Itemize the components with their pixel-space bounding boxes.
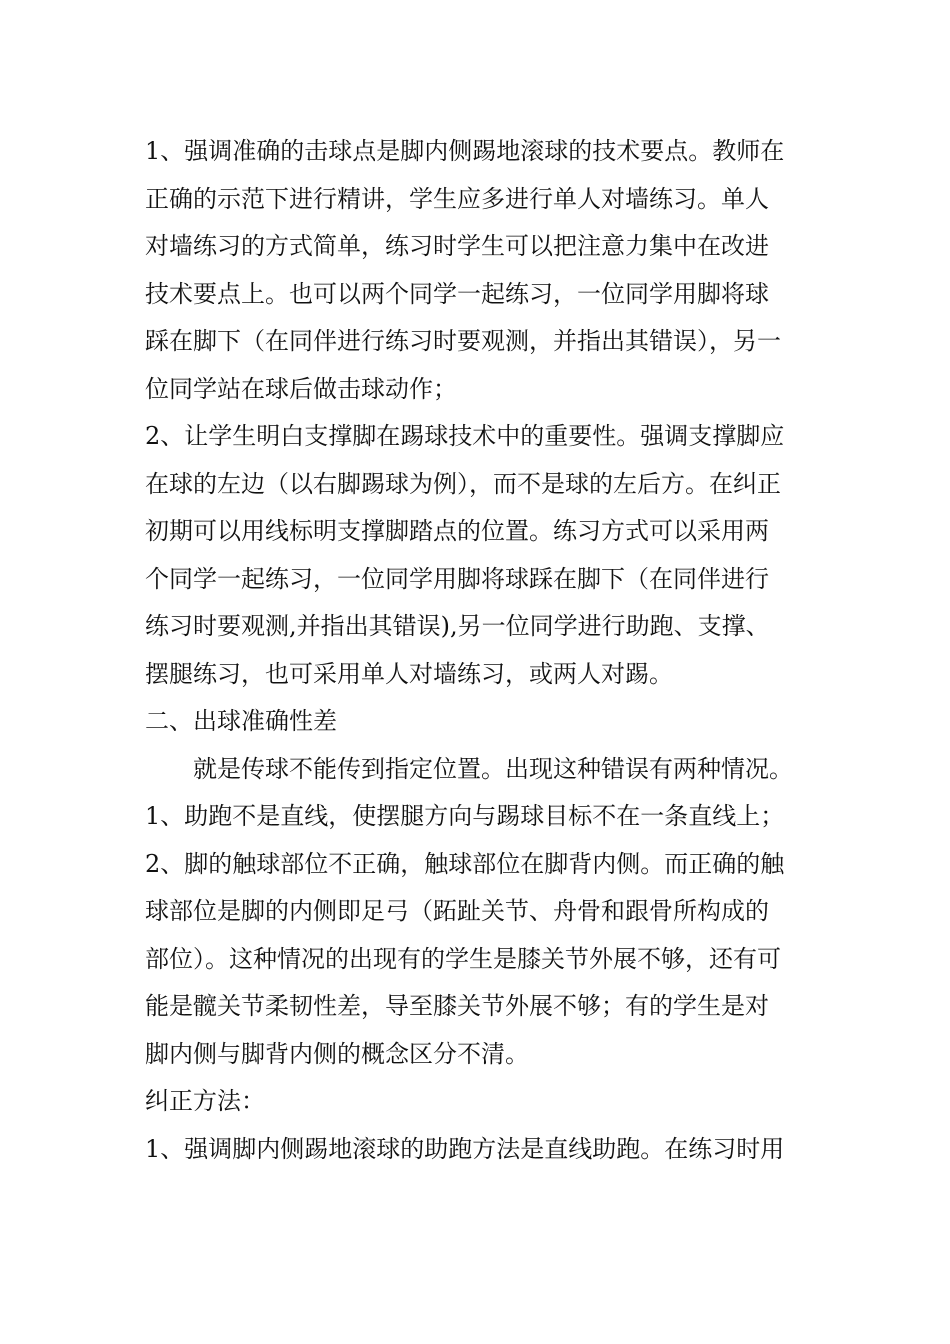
text-line-8: 在球的左边（以右脚踢球为例），而不是球的左后方。在纠正 [145,469,781,498]
text-line-5: 踩在脚下（在同伴进行练习时要观测，并指出其错误），另一 [145,327,781,355]
document-body [145,128,815,1173]
text-line-16: 2、脚的触球部位不正确，触球部位在脚背内侧。而正确的触 [145,849,785,878]
text-line-12: 摆腿练习，也可采用单人对墙练习，或两人对踢。 [145,659,673,688]
text-line-18: 部位）。这种情况的出现有的学生是膝关节外展不够，还有可 [145,944,781,973]
text-line-22: 1、强调脚内侧踢地滚球的助跑方法是直线助跑。在练习时用 [145,1134,785,1163]
text-line-9: 初期可以用线标明支撑脚踏点的位置。练习方式可以采用两 [145,517,769,545]
section-heading: 二、出球准确性差 [145,707,337,735]
text-line-11: 练习时要观测,并指出其错误),另一位同学进行助跑、支撑、 [145,612,770,640]
text-line-19: 能是髋关节柔韧性差，导至膝关节外展不够；有的学生是对 [145,992,769,1020]
text-line-7: 2、让学生明白支撑脚在踢球技术中的重要性。强调支撑脚应 [145,422,785,450]
text-line-4: 技术要点上。也可以两个同学一起练习，一位同学用脚将球 [145,279,769,308]
text-line-14: 就是传球不能传到指定位置。出现这种错误有两种情况。 [193,754,793,783]
text-line-2: 正确的示范下进行精讲，学生应多进行单人对墙练习。单人 [145,184,769,213]
subheading-correction-methods: 纠正方法： [145,1087,265,1115]
text-line-15: 1、助跑不是直线，使摆腿方向与踢球目标不在一条直线上； [145,802,785,830]
text-line-10: 个同学一起练习，一位同学用脚将球踩在脚下（在同伴进行 [145,564,769,593]
text-line-20: 脚内侧与脚背内侧的概念区分不清。 [145,1039,529,1068]
text-line-17: 球部位是脚的内侧即足弓（跖趾关节、舟骨和跟骨所构成的 [145,897,769,925]
text-line-1: 1、强调准确的击球点是脚内侧踢地滚球的技术要点。教师在 [145,137,785,165]
text-line-3: 对墙练习的方式简单，练习时学生可以把注意力集中在改进 [145,232,769,260]
text-line-6: 位同学站在球后做击球动作； [145,374,457,403]
